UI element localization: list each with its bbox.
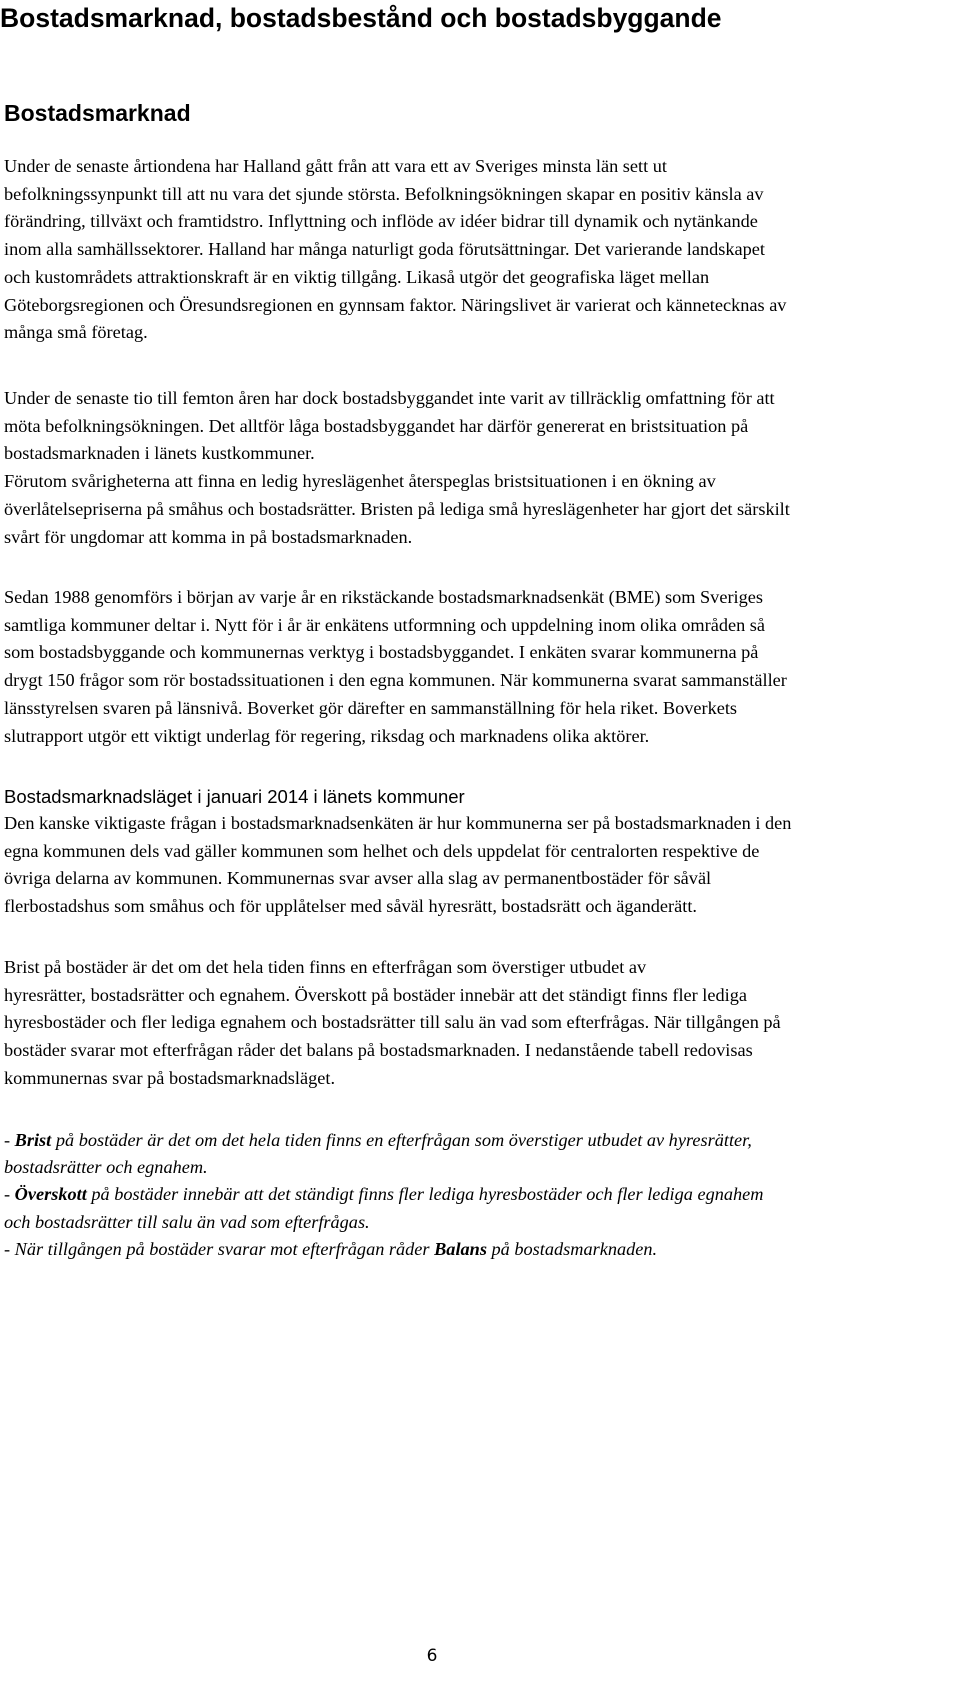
paragraph-line: bostadsmarknaden i länets kustkommuner. <box>4 443 315 464</box>
definition-text: på bostäder är det om det hela tiden finns en efterfrågan som överstiger utbudet av hyresrätter, <box>51 1130 752 1150</box>
paragraph-line: befolkningssynpunkt till att nu vara det sjunde största. Befolkningsökningen skapar en positiv känsla av <box>4 183 764 204</box>
paragraph-line: hyresrätter, bostadsrätter och egnahem. Överskott på bostäder innebär att det ständigt finns fler lediga <box>4 984 747 1005</box>
definition-text: på bostadsmarknaden. <box>486 1238 658 1259</box>
definition-term-brist: Brist <box>14 1130 52 1150</box>
paragraph-line: inom alla samhällssektorer. Halland har många naturligt goda förutsättningar. Det varierande landskapet <box>4 239 765 260</box>
definition-overskott-line2: och bostadsrätter till salu än vad som efterfrågas. <box>4 1211 370 1232</box>
paragraph-line: överlåtelsepriserna på småhus och bostadsrätter. Bristen på lediga små hyreslägenheter har gjort det särskilt <box>4 498 790 519</box>
paragraph-key-question <box>4 810 950 921</box>
definition-prefix: - När tillgången på bostäder svarar mot efterfrågan råder <box>4 1238 435 1259</box>
paragraph-line: Brist på bostäder är det om det hela tiden finns en efterfrågan som överstiger utbudet av <box>4 957 647 977</box>
paragraph-line: Under de senaste årtiondena har Halland gått från att vara ett av Sveriges minsta län sett ut <box>4 156 667 176</box>
section-heading: Bostadsmarknad <box>4 100 191 126</box>
paragraph-line: länsstyrelsen svaren på länsnivå. Boverket gör därefter en sammanställning för hela riket. Boverkets <box>4 697 738 718</box>
paragraph-line: kommunernas svar på bostadsmarknadsläget. <box>4 1067 336 1088</box>
paragraph-bme-survey <box>4 584 950 750</box>
definition-text: på bostäder innebär att det ständigt finns fler lediga hyresbostäder och fler lediga egnahem <box>86 1184 764 1205</box>
paragraph-line: många små företag. <box>4 322 148 343</box>
paragraph-halland-growth <box>4 153 950 347</box>
definition-prefix: - <box>4 1130 15 1150</box>
paragraph-line: Under de senaste tio till femton åren har dock bostadsbyggandet inte varit av tillräcklig omfattning för att <box>4 388 775 408</box>
paragraph-line: drygt 150 frågor som rör bostadssituationen i den egna kommunen. När kommunerna svarat sammanställer <box>4 670 787 691</box>
paragraph-line: förändring, tillväxt och framtidstro. Inflyttning och inflöde av idéer bidrar till dynamik och nytänkande <box>4 211 758 232</box>
page-number: 6 <box>426 1646 438 1666</box>
definition-brist-line2: bostadsrätter och egnahem. <box>4 1157 208 1178</box>
definition-balans-line <box>4 1236 950 1263</box>
paragraph-line: samtliga kommuner deltar i. Nytt för i år är enkätens utformning och uppdelning inom olika områden så <box>4 614 766 635</box>
paragraph-line: hyresbostäder och fler lediga egnahem och bostadsrätter till salu än vad som efterfrågas. När tillgången på <box>4 1012 781 1033</box>
paragraph-line: egna kommunen dels vad gäller kommunen som helhet och dels uppdelat för centralorten respektive de <box>4 840 760 861</box>
definition-prefix: - <box>4 1184 15 1205</box>
document-title: Bostadsmarknad, bostadsbestånd och bostadsbyggande <box>0 3 722 33</box>
paragraph-line: flerbostadshus som småhus och för upplåtelser med såväl hyresrätt, bostadsrätt och äganderätt. <box>4 896 697 917</box>
definition-term-balans: Balans <box>434 1238 487 1259</box>
paragraph-line: övriga delarna av kommunen. Kommunernas svar avser alla slag av permanentbostäder för såväl <box>4 868 712 889</box>
paragraph-line: Förutom svårigheterna att finna en ledig hyreslägenhet återspeglas bristsituationen i en ökning av <box>4 471 716 492</box>
definition-list <box>4 1127 950 1263</box>
subheading-market-status: Bostadsmarknadsläget i januari 2014 i länets kommuner <box>4 786 465 807</box>
definition-term-overskott: Överskott <box>14 1184 87 1205</box>
paragraph-definitions-intro <box>4 954 950 1093</box>
paragraph-housing-shortage <box>4 385 950 551</box>
paragraph-line: bostäder svarar mot efterfrågan råder det balans på bostadsmarknaden. I nedanstående tabell redovisas <box>4 1040 753 1061</box>
paragraph-line: Göteborgsregionen och Öresundsregionen en gynnsam faktor. Näringslivet är varierat och kännetecknas av <box>4 294 787 315</box>
definition-brist-line1 <box>4 1127 950 1154</box>
definition-overskott-line1 <box>4 1181 950 1208</box>
paragraph-line: Den kanske viktigaste frågan i bostadsmarknadsenkäten är hur kommunerna ser på bostadsmarknaden i den <box>4 813 792 833</box>
paragraph-line: och kustområdets attraktionskraft är en viktig tillgång. Likaså utgör det geografiska läget mellan <box>4 266 710 287</box>
paragraph-line: Sedan 1988 genomförs i början av varje år en rikstäckande bostadsmarknadsenkät (BME) som Sveriges <box>4 587 763 607</box>
paragraph-line: möta befolkningsökningen. Det alltför låga bostadsbyggandet har därför genererat en bristsituation på <box>4 415 749 436</box>
paragraph-line: slutrapport utgör ett viktigt underlag för regering, riksdag och marknadens olika aktörer. <box>4 725 650 746</box>
paragraph-line: som bostadsbyggande och kommunernas verktyg i bostadsbyggandet. I enkäten svarar kommunerna på <box>4 642 759 663</box>
paragraph-line: svårt för ungdomar att komma in på bostadsmarknaden. <box>4 526 413 547</box>
